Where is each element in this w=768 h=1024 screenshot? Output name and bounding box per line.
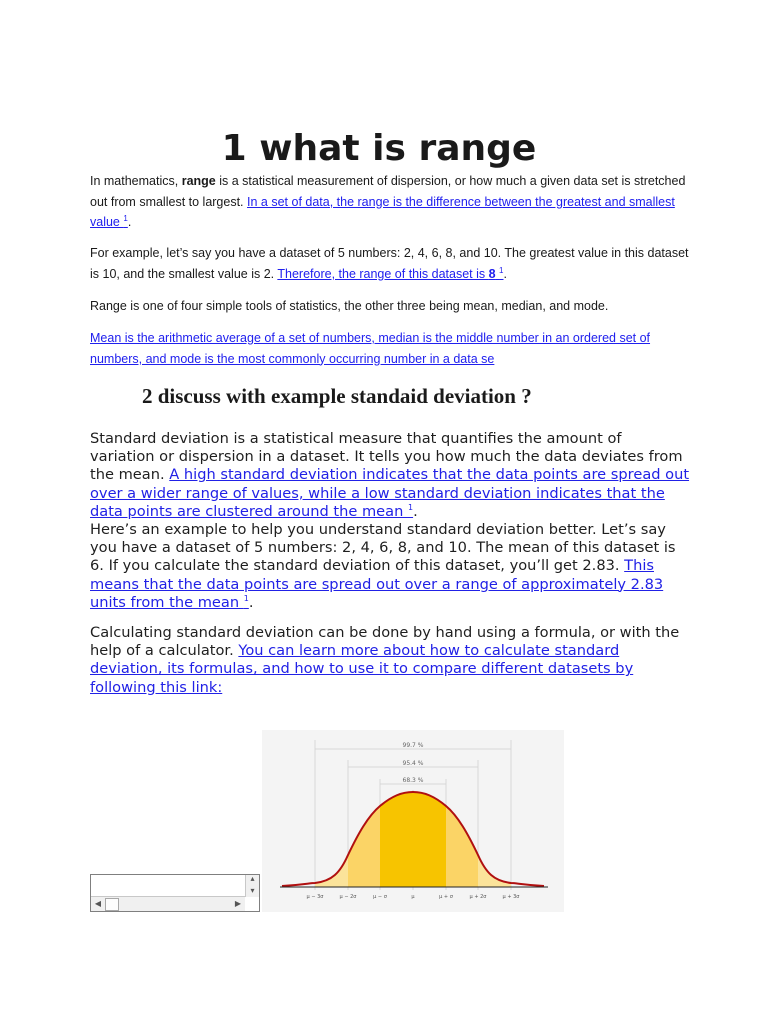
horizontal-scrollbar[interactable]	[91, 896, 245, 911]
range-result-link[interactable]: Therefore, the range of this dataset is 8 $^1$	[277, 265, 504, 281]
heading-standard-deviation: 2 discuss with example standaid deviation ?	[142, 384, 532, 408]
mean-median-mode-paragraph	[90, 328, 690, 369]
band-label-95: 95.4 %	[402, 760, 424, 767]
std-spread-link[interactable]: This means that the data points are spread out over a range of approximately 2.83 units from the mean $^1$	[90, 557, 664, 611]
scroll-up-icon[interactable]: ▴	[250, 874, 255, 883]
band-label-99: 99.7 %	[402, 742, 424, 749]
range-bold-term: range	[181, 174, 216, 188]
range-definition-link[interactable]: In a set of data, the range is the difference between the greatest and smallest value $^1$	[90, 194, 675, 229]
mean-median-mode-link[interactable]: Mean is the arithmetic average of a set of numbers, median is the middle number in an ordered set of numbers, and mode is the most commonly occurring number in a data se	[90, 331, 651, 366]
tick-plus-1sigma: μ + σ	[439, 894, 453, 900]
scrollbar-thumb[interactable]	[105, 898, 119, 911]
range-definition-paragraph: In mathematics, range is a statistical measurement of dispersion, or how much a given data set is stretched out from smallest to largest. In a set of data, the range is the difference between the greatest and smallest value $^1$.	[90, 174, 686, 229]
tick-plus-3sigma: μ + 3σ	[502, 894, 520, 900]
normal-distribution-figure	[262, 730, 564, 912]
scroll-left-icon[interactable]: ◀	[94, 899, 102, 908]
bell-curve-svg	[262, 730, 564, 912]
std-calculation-paragraph: Calculating standard deviation can be done by hand using a formula, or with the help of a calculator. You can learn more about how to calculate standard deviation, its formulas, and how to use it to compare different datasets by following this link:	[90, 624, 680, 696]
tick-mean: μ	[411, 894, 415, 900]
tick-minus-1sigma: μ − σ	[373, 894, 387, 900]
std-example-text: Here’s an example to help you understand standard deviation better. Let’s say you have a dataset of 5 numbers: 2, 4, 6, 8, and 10. The mean of this dataset is 6. If you calculate the standard deviation of this dataset, you’ll get 2.83.	[90, 521, 676, 575]
std-learn-more-link[interactable]: You can learn more about how to calculate standard deviation, its formulas, and how to use it to compare different datasets by following this link:	[90, 642, 634, 696]
inner-fill	[380, 792, 446, 887]
embedded-scroll-box[interactable]	[90, 874, 260, 912]
heading-what-is-range: 1 what is range	[221, 128, 537, 169]
tick-minus-2sigma: μ − 2σ	[339, 894, 357, 900]
tick-plus-2sigma: μ + 2σ	[469, 894, 487, 900]
scroll-down-icon[interactable]: ▾	[250, 886, 255, 895]
std-definition-paragraph: Standard deviation is a statistical measure that quantifies the amount of variation or dispersion in a dataset. It tells you how much the data deviates from the mean. A high standard deviation indicates that the data points are spread out over a wider range of values, while a low standard deviation indicates that the data points are clustered around the mean $^1$. Here’s an example to help you understand standard deviation better. Let’s say you have a dataset of 5 numbers: 2, 4, 6, 8, and 10. The mean of this dataset is 6. If you calculate the standard deviation of this dataset, you’ll get 2.83. This means that the data points are spread out over a range of approximately 2.83 units from the mean $^1$.	[90, 430, 690, 611]
vertical-scrollbar[interactable]	[245, 875, 259, 897]
range-tools-paragraph: Range is one of four simple tools of statistics, the other three being mean, median, and mode.	[90, 299, 609, 313]
range-example-paragraph: For example, let’s say you have a dataset of 5 numbers: 2, 4, 6, 8, and 10. The greatest value in this dataset is 10, and the smallest value is 2. Therefore, the range of this dataset is 8 $^1$.	[90, 246, 689, 281]
tick-minus-3sigma: μ − 3σ	[306, 894, 324, 900]
band-label-68: 68.3 %	[402, 777, 424, 784]
scroll-right-icon[interactable]: ▶	[234, 899, 242, 908]
std-high-low-link[interactable]: A high standard deviation indicates that the data points are spread out over a wider range of values, while a low standard deviation indicates that the data points are clustered around the mean $^1$	[90, 466, 690, 520]
